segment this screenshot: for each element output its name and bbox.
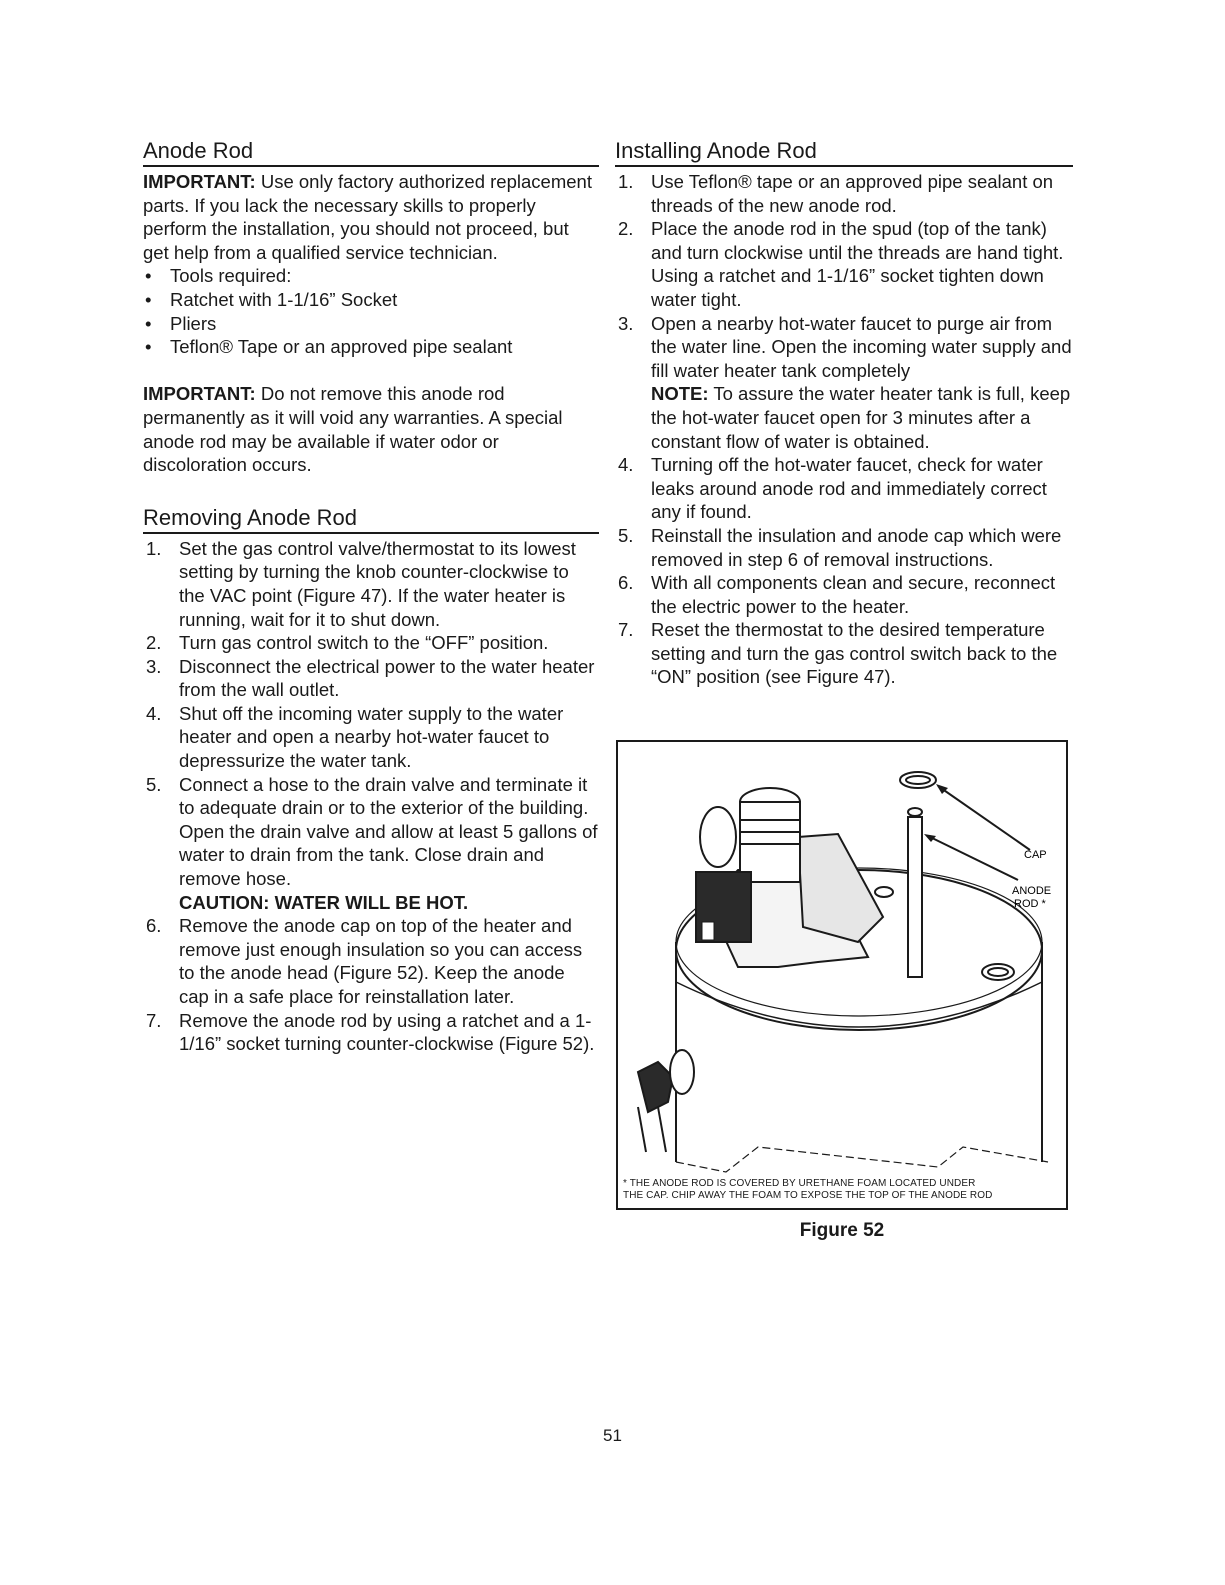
list-item [615, 217, 1073, 311]
installing-steps [615, 170, 1073, 689]
important-notice-1 [143, 170, 599, 264]
tools-list [143, 264, 599, 358]
step-number: 2. [618, 218, 634, 240]
step-text: Remove the anode cap on top of the heater and remove just enough insulation so you can access to the anode head (Figure 52). Keep the anode cap in a safe place for reinstallation later. [179, 915, 583, 1007]
step-number: 1. [618, 171, 634, 192]
step-text: Turn gas control switch to the “OFF” position. [179, 632, 549, 654]
vent-collar [700, 807, 736, 867]
step-number: 4. [146, 702, 162, 724]
removing-anode-rod-heading: Removing Anode Rod [143, 505, 599, 534]
cap-label: CAP [1024, 849, 1047, 861]
figure-footnote [623, 1178, 1063, 1202]
step-number: 5. [618, 524, 634, 546]
footnote-line: THE CAP. CHIP AWAY THE FOAM TO EXPOSE THE TOP OF THE ANODE ROD [623, 1190, 993, 1201]
important-label: IMPORTANT: [143, 383, 256, 405]
anode-label-line2: ROD * [1014, 898, 1046, 910]
hot-water-fitting [982, 964, 1014, 980]
step-number: 3. [618, 312, 634, 334]
list-item: • Ratchet with 1-1/16” Socket [143, 288, 599, 312]
installing-anode-rod-heading: Installing Anode Rod [615, 138, 1073, 167]
list-item: • Pliers [143, 312, 599, 336]
right-column [615, 138, 1073, 689]
figure-52-box [616, 740, 1068, 1210]
important-label: IMPORTANT: [143, 171, 256, 192]
anode-label-line1: ANODE [1012, 885, 1052, 897]
step-number: 1. [146, 537, 162, 559]
list-item [143, 773, 599, 915]
water-heater-illustration [618, 742, 1068, 1210]
step-text: Reset the thermostat to the desired temperature setting and turn the gas control switch back to the “ON” position (see Figure 47). [651, 619, 1058, 688]
step-text: Use Teflon® tape or an approved pipe sealant on threads of the new anode rod. [651, 171, 1054, 216]
caution-text: CAUTION: WATER WILL BE HOT. [179, 891, 469, 913]
step-text: Reinstall the insulation and anode cap which were removed in step 6 of removal instructions. [651, 524, 1062, 570]
list-item [615, 312, 1073, 454]
list-item [143, 537, 599, 631]
step-text: With all components clean and secure, reconnect the electric power to the heater. [651, 572, 1056, 617]
list-item [615, 524, 1073, 571]
important-text: Do not remove this anode rod permanently as it will void any warranties. A special anode rod may be available if water odor or discoloration occurs. [143, 383, 563, 476]
important-notice-2 [143, 382, 599, 476]
page-number: 51 [603, 1426, 622, 1445]
list-item [615, 170, 1073, 217]
flue-pipe [740, 802, 800, 882]
step-text: Disconnect the electrical power to the water heater from the wall outlet. [179, 655, 595, 701]
cap-callout-line [938, 786, 1030, 850]
anode-rod [908, 817, 922, 977]
left-column [143, 138, 599, 1056]
step-text: Connect a hose to the drain valve and terminate it to adequate drain or to the exterior of the building. Open the drain valve and allow at least 5 gallons of water to drain from the tank. Close drain and remove hose. [179, 773, 598, 890]
list-item [143, 631, 599, 655]
note-label: NOTE: [651, 383, 709, 405]
step-text: Remove the anode rod by using a ratchet and a 1-1/16” socket turning counter-clockwise (Figure 52). [179, 1009, 595, 1055]
step-text: Shut off the incoming water supply to the water heater and open a nearby hot-water faucet to depressurize the water tank. [179, 702, 564, 772]
drain-valve [638, 1062, 673, 1112]
step-number: 3. [146, 655, 162, 677]
step-number: 7. [146, 1009, 162, 1031]
removing-steps [143, 537, 599, 1056]
list-item [143, 655, 599, 702]
list-item [143, 1009, 599, 1056]
list-item [143, 702, 599, 773]
list-item [615, 571, 1073, 618]
step-number: 6. [618, 572, 634, 594]
important-text: Use only factory authorized replacement parts. If you lack the necessary skills to properly perform the installation, you should not proceed, but get help from a qualified service technician. [143, 171, 592, 263]
step-text: Open a nearby hot-water faucet to purge air from the water line. Open the incoming water supply and fill water heater tank completely [651, 312, 1072, 381]
step-number: 4. [618, 454, 634, 476]
figure-caption: Figure 52 [799, 1220, 885, 1241]
step-text: Place the anode rod in the spud (top of the tank) and turn clockwise until the threads are hand tight. Using a ratchet and 1-1/16” socket tighten down water tight. [651, 218, 1064, 310]
anode-rod-heading: Anode Rod [143, 138, 599, 167]
cutaway-line [676, 1147, 1048, 1172]
list-item: • Teflon® Tape or an approved pipe sealant [143, 335, 599, 359]
step-text: Turning off the hot-water faucet, check for water leaks around anode rod and immediately correct any if found. [651, 454, 1047, 523]
anode-callout-line [928, 836, 1018, 880]
step-number: 2. [146, 632, 162, 654]
list-item [615, 618, 1073, 689]
step-text: Set the gas control valve/thermostat to its lowest setting by turning the knob counter-clockwise to the VAC point (Figure 47). If the water heater is running, wait for it to shut down. [179, 537, 576, 630]
step-number: 7. [618, 619, 634, 641]
step-number: 6. [146, 915, 162, 937]
list-item: • Tools required: [143, 264, 599, 288]
footnote-line: * THE ANODE ROD IS COVERED BY URETHANE FOAM LOCATED UNDER [623, 1178, 976, 1189]
list-item [615, 453, 1073, 524]
note-text: To assure the water heater tank is full, keep the hot-water faucet open for 3 minutes after a constant flow of water is obtained. [651, 383, 1071, 452]
step-number: 5. [146, 773, 162, 795]
list-item [143, 914, 599, 1008]
